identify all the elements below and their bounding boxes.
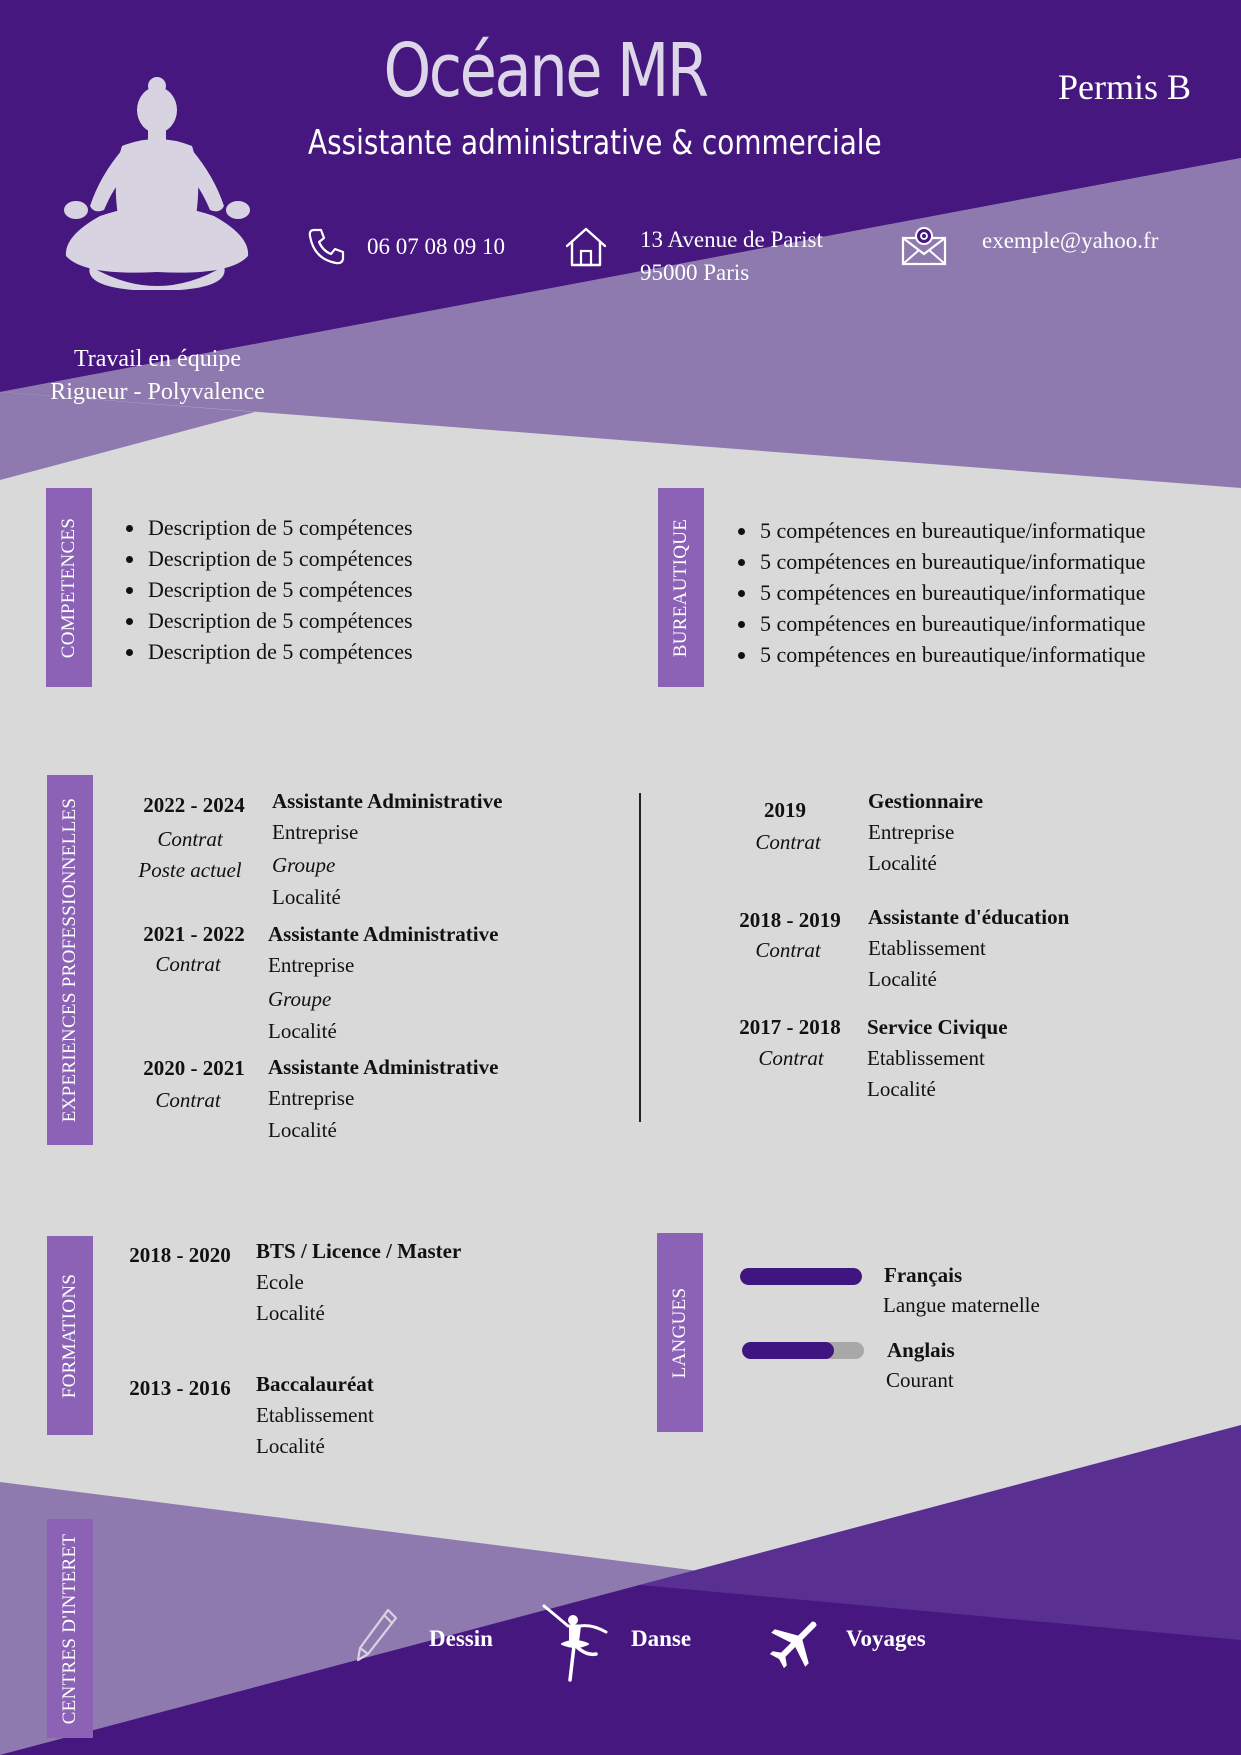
exp-contract: Contrat [155,952,221,976]
language-bar-anglais [742,1342,864,1359]
formation-years: 2013 - 2016 [129,1376,231,1400]
exp-contract: Contrat [155,1088,221,1112]
exp-company: Entreprise [268,953,355,977]
exp-title: Assistante Administrative [272,789,503,813]
formations-tab [47,1236,93,1435]
exp-title: Assistante Administrative [268,1055,499,1079]
formation-location: Localité [256,1301,325,1325]
list-item: • Description de 5 compétences [146,574,413,605]
bureautique-title: BUREAUTIQUE [670,518,691,657]
exp-location: Localité [272,885,341,909]
interets-title: CENTRES D'INTERET [59,1533,80,1724]
competences-tab [46,488,92,687]
language-level: Courant [886,1368,954,1392]
exp-location: Localité [868,967,937,991]
exp-title: Service Civique [867,1015,1008,1039]
qualities [20,343,295,409]
home-icon [564,226,608,268]
exp-company: Entreprise [272,820,359,844]
competences-title: COMPETENCES [58,517,79,658]
email-link[interactable]: exemple@yahoo.fr [982,228,1159,253]
exp-title: Assistante d'éducation [868,905,1070,929]
experiences-divider [639,793,641,1122]
exp-contract: Contrat [755,938,821,962]
exp-location: Localité [867,1077,936,1101]
exp-location: Localité [268,1019,337,1043]
exp-company: Etablissement [867,1046,985,1070]
exp-group: Groupe [268,987,332,1011]
exp-years: 2021 - 2022 [143,922,245,946]
exp-contract: Contrat [758,1046,824,1070]
list-item: • 5 compétences en bureautique/informatique [758,577,1145,608]
exp-years: 2018 - 2019 [739,908,841,932]
bureautique-list [728,515,1145,670]
list-item: • 5 compétences en bureautique/informatique [758,639,1145,670]
exp-status: Poste actuel [138,858,242,882]
competences-list [116,512,413,667]
formation-degree: BTS / Licence / Master [256,1239,462,1263]
list-item: • Description de 5 compétences [146,543,413,574]
list-item: • Description de 5 compétences [146,605,413,636]
experiences-tab [47,775,93,1145]
exp-years: 2017 - 2018 [739,1015,841,1039]
langues-tab [657,1233,703,1432]
qualities-line1: Travail en équipe [73,346,242,372]
bureautique-tab [658,488,704,687]
airplane-icon [768,1614,824,1670]
driving-license: Permis B [1057,67,1191,107]
list-item: • 5 compétences en bureautique/informatique [758,546,1145,577]
hobby-label: Voyages [846,1626,926,1651]
exp-company: Etablissement [868,936,986,960]
formation-school: Ecole [256,1270,304,1294]
address [640,223,823,289]
address-line2: 95000 Paris [640,260,750,285]
language-bar-fill [742,1342,834,1359]
language-name: Anglais [887,1338,955,1362]
hobby-label: Danse [631,1626,692,1651]
language-name: Français [884,1263,963,1287]
language-bar-francais [740,1268,862,1285]
exp-contract: Contrat [157,827,223,851]
candidate-name: Océane MR [383,28,707,114]
exp-company: Entreprise [868,820,955,844]
exp-location: Localité [268,1118,337,1142]
langues-title: LANGUES [669,1287,690,1378]
phone-icon [306,226,346,266]
exp-group: Groupe [272,853,336,877]
formation-location: Localité [256,1434,325,1458]
interets-tab [47,1519,93,1738]
formations-title: FORMATIONS [59,1273,80,1398]
mail-icon [900,226,948,266]
formation-degree: Baccalauréat [256,1372,374,1396]
dancer-icon [540,1604,610,1682]
exp-years: 2019 [764,798,806,822]
list-item: • 5 compétences en bureautique/informatique [758,608,1145,639]
exp-contract: Contrat [755,830,821,854]
exp-title: Gestionnaire [868,789,984,813]
language-bar-fill [740,1268,862,1285]
list-item: • 5 compétences en bureautique/informatique [758,515,1145,546]
list-item: • Description de 5 compétences [146,512,413,543]
exp-location: Localité [868,851,937,875]
formation-school: Etablissement [256,1403,374,1427]
exp-title: Assistante Administrative [268,922,499,946]
language-level: Langue maternelle [883,1293,1040,1317]
hobby-label: Dessin [429,1626,493,1651]
exp-years: 2020 - 2021 [143,1056,245,1080]
exp-company: Entreprise [268,1086,355,1110]
formation-years: 2018 - 2020 [129,1243,231,1267]
phone-number[interactable]: 06 07 08 09 10 [367,234,505,259]
experiences-title: EXPERIENCES PROFESSIONNELLES [59,797,80,1123]
exp-years: 2022 - 2024 [143,793,245,817]
qualities-line2: Rigueur - Polyvalence [50,379,265,405]
job-title: Assistante administrative & commerciale [308,123,882,163]
pencil-icon [354,1606,400,1664]
address-line1: 13 Avenue de Parist [640,227,823,252]
list-item: • Description de 5 compétences [146,636,413,667]
